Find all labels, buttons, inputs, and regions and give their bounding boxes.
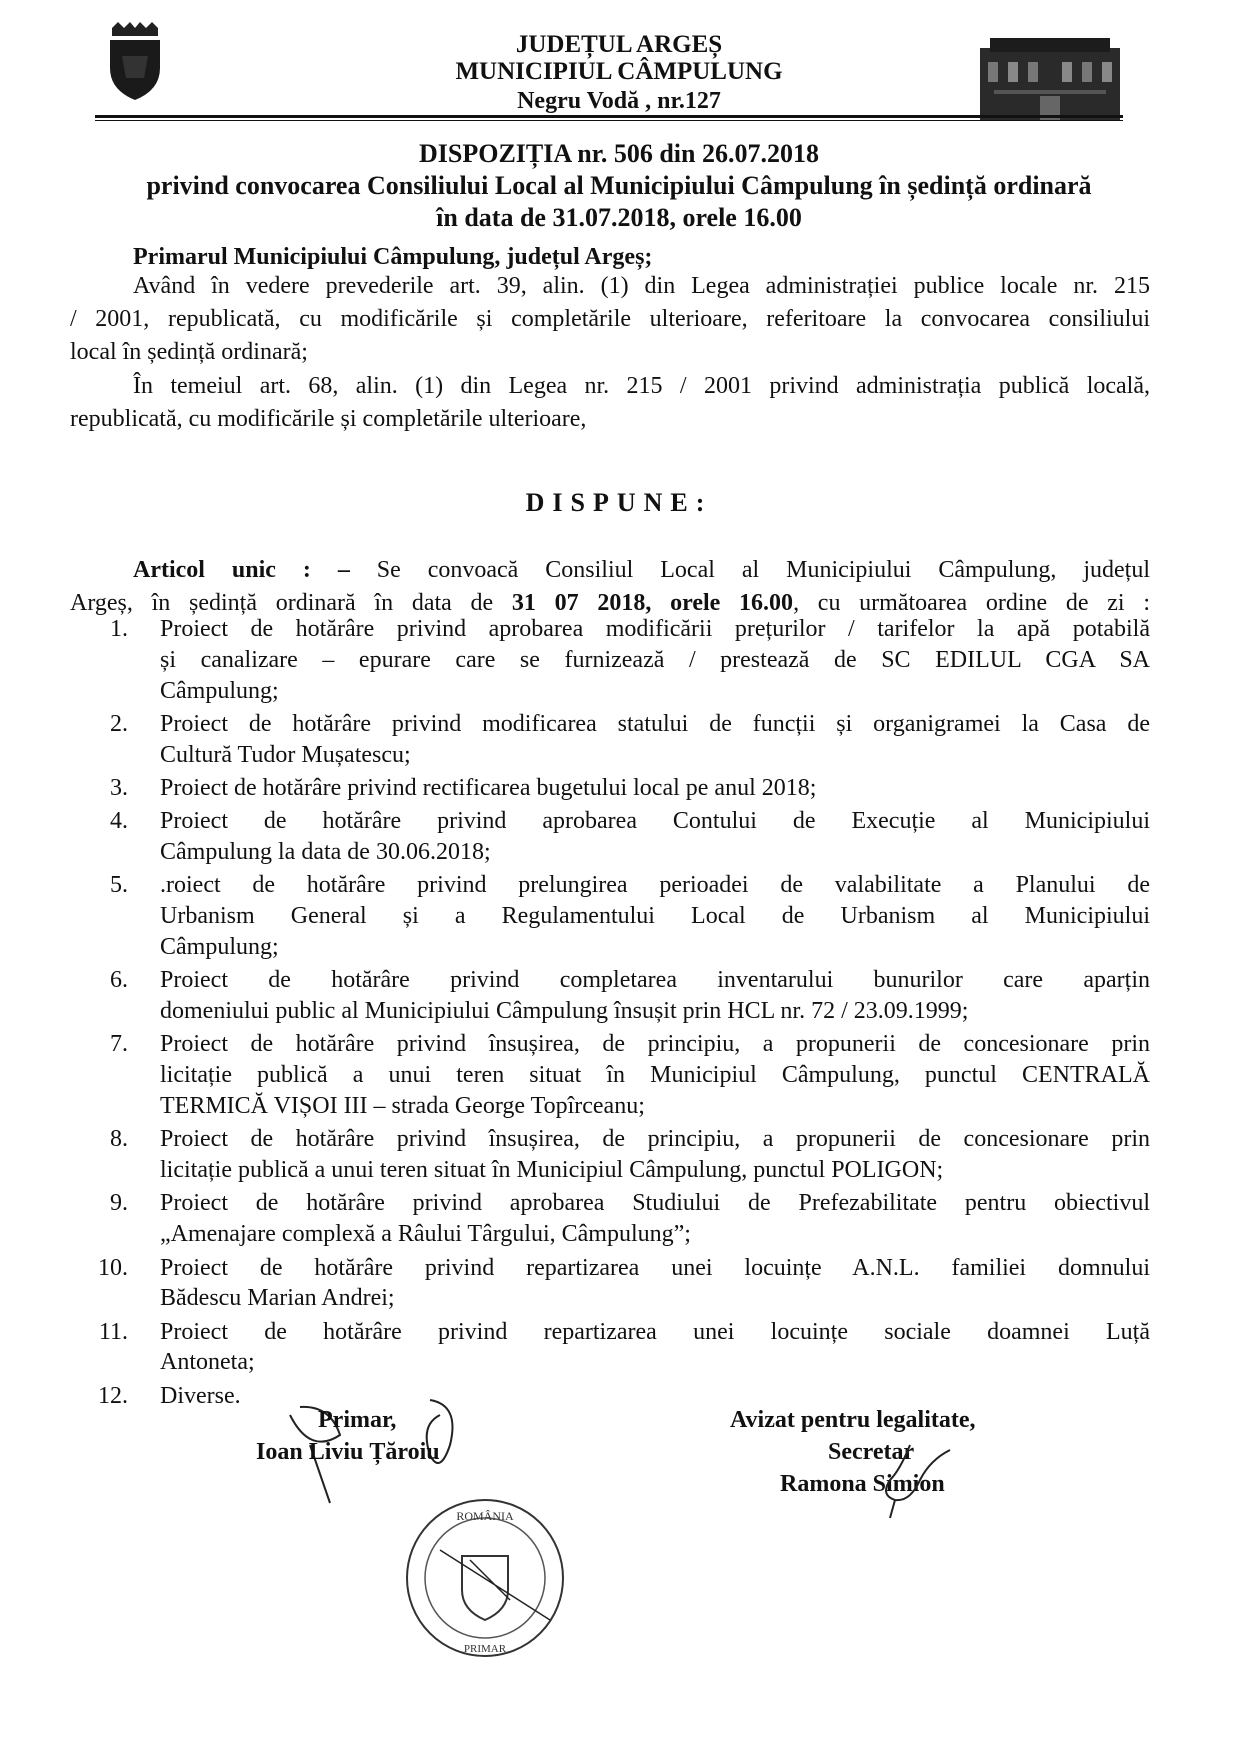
- decision-date-line: în data de 31.07.2018, orele 16.00: [436, 203, 802, 232]
- agenda-item-line: licitație publică a unui teren situat în Municipiul Câmpulung, punctul POLIGON;: [160, 1157, 944, 1184]
- agenda-item-line: Câmpulung la data de 30.06.2018;: [160, 839, 491, 866]
- agenda-item-number: 1.: [110, 616, 128, 642]
- preamble-2-line-2: republicată, cu modificările și completările ulterioare,: [70, 406, 587, 432]
- legal-approval-title: Avizat pentru legalitate,: [730, 1407, 976, 1433]
- agenda-item-line: Proiect de hotărâre privind rectificarea bugetului local pe anul 2018;: [160, 775, 817, 801]
- agenda-item: [160, 773, 1150, 804]
- municipality-title: MUNICIPIUL CÂMPULUNG: [455, 58, 783, 85]
- agenda-item-number: 12.: [98, 1382, 128, 1409]
- decision-subject: privind convocarea Consiliului Local al Municipiului Câmpulung în ședință ordinară: [146, 171, 1092, 200]
- agenda-item: [160, 870, 1150, 962]
- header-divider: [95, 115, 1123, 118]
- agenda-item-line: Antoneta;: [160, 1349, 255, 1376]
- agenda-item: [160, 1188, 1150, 1250]
- issuer-line: Primarul Municipiului Câmpulung, județul Argeș;: [133, 244, 653, 270]
- agenda-item-line: Câmpulung;: [160, 677, 279, 704]
- preamble-2-line-1: În temeiul art. 68, alin. (1) din Legea nr. 215 / 2001 privind administrația publică locală,: [133, 373, 1150, 399]
- agenda-item: [160, 614, 1150, 706]
- agenda-item-number: 2.: [110, 710, 128, 737]
- agenda-item-line: Proiect de hotărâre privind repartizarea unei locuințe A.N.L. familiei domnului: [160, 1254, 1150, 1281]
- secretary-title: Secretar: [828, 1439, 915, 1465]
- agenda-item: [160, 806, 1150, 868]
- agenda-item-line: Proiect de hotărâre privind repartizarea unei locuințe sociale doamnei Luță: [160, 1318, 1150, 1345]
- preamble-1-line-1: Având în vedere prevederile art. 39, alin. (1) din Legea administrației publice locale nr. 215: [133, 273, 1150, 299]
- secretary-signature-scribble-icon: [840, 1440, 960, 1520]
- article-line-2-end: , cu următoarea ordine de zi :: [793, 590, 1150, 616]
- agenda-item-line: Urbanism General și a Regulamentului Local de Urbanism al Municipiului: [160, 903, 1150, 930]
- article-label: Articol unic : –: [133, 557, 350, 583]
- decision-title: DISPOZIȚIA nr. 506 din 26.07.2018: [419, 139, 819, 168]
- agenda-item-line: .roiect de hotărâre privind prelungirea perioadei de valabilitate a Planului de: [160, 872, 1150, 899]
- agenda-item-line: Proiect de hotărâre privind aprobarea Studiului de Prefezabilitate pentru obiectivul: [160, 1190, 1150, 1217]
- seal-bottom-text: PRIMAR: [463, 1643, 507, 1655]
- article-line-1-text: Se convoacă Consiliul Local al Municipiului Câmpulung, județul: [349, 557, 1150, 583]
- agenda-item-line: Câmpulung;: [160, 933, 279, 960]
- agenda-item-number: 11.: [98, 1318, 128, 1345]
- agenda-item-number: 5.: [110, 872, 128, 899]
- article-paragraph: [70, 554, 1150, 620]
- agenda-item-number: 10.: [98, 1254, 128, 1281]
- article-line-2-start: Argeș, în ședință ordinară în data de: [70, 590, 512, 616]
- preamble-paragraph-2: [70, 370, 1150, 436]
- agenda-item: [160, 1029, 1150, 1121]
- agenda-item-line: TERMICĂ VIȘOI III – strada George Topîrceanu;: [160, 1092, 645, 1119]
- agenda-item-line: licitație publică a unui teren situat în Municipiul Câmpulung, punctul CENTRALĂ: [160, 1062, 1150, 1089]
- secretary-name: Ramona Simion: [780, 1471, 945, 1497]
- agenda-item-line: domeniului public al Municipiului Câmpulung însușit prin HCL nr. 72 / 23.09.1999;: [160, 998, 969, 1025]
- agenda-item-number: 6.: [110, 967, 128, 994]
- agenda-item-line: Proiect de hotărâre privind însușirea, de principiu, a propunerii de concesionare prin: [160, 1126, 1150, 1153]
- address-line: Negru Vodă , nr.127: [517, 88, 721, 114]
- mayor-name: Ioan Liviu Țăroiu: [256, 1439, 440, 1465]
- seal-top-text: ROMÂNIA: [456, 1509, 514, 1523]
- article-line-1: [70, 554, 1150, 587]
- agenda-item-line: „Amenajare complexă a Râului Târgului, Câmpulung”;: [160, 1221, 691, 1248]
- agenda-item-line: Proiect de hotărâre privind însușirea, de principiu, a propunerii de concesionare prin: [160, 1031, 1150, 1058]
- agenda-item-number: 8.: [110, 1126, 128, 1153]
- county-title: JUDEȚUL ARGEȘ: [515, 31, 723, 58]
- agenda-item: [160, 709, 1150, 771]
- agenda-item-number: 7.: [110, 1031, 128, 1058]
- agenda-item-line: Diverse.: [160, 1382, 241, 1409]
- agenda-item-line: Proiect de hotărâre privind aprobarea Contului de Execuție al Municipiului: [160, 808, 1150, 835]
- preamble-1-line-2: / 2001, republicată, cu modificările și completările ulterioare, referitoare la convocarea consiliului: [70, 306, 1150, 332]
- agenda-item-line: Proiect de hotărâre privind aprobarea modificării prețurilor / tarifelor la apă potabilă: [160, 616, 1150, 642]
- official-seal-icon: [400, 1490, 570, 1670]
- agenda-item: [160, 965, 1150, 1027]
- preamble-1-line-3: local în ședință ordinară;: [70, 339, 308, 365]
- agenda-item-number: 3.: [110, 775, 128, 801]
- agenda-item: [160, 1317, 1150, 1379]
- agenda-item-line: și canalizare – epurare care se furnizează / prestează de SC EDILUL CGA SA: [160, 646, 1150, 673]
- agenda-item-number: 4.: [110, 808, 128, 835]
- agenda-item-line: Cultură Tudor Mușatescu;: [160, 741, 411, 768]
- agenda-item: [160, 1253, 1150, 1315]
- preamble-paragraph-1: [70, 270, 1150, 369]
- header-divider-thin: [95, 120, 1123, 121]
- mayor-title: Primar,: [318, 1407, 397, 1433]
- article-date-bold: 31 07 2018, orele 16.00: [511, 590, 794, 616]
- agenda-item: [160, 1124, 1150, 1186]
- agenda-item-line: Bădescu Marian Andrei;: [160, 1285, 395, 1312]
- agenda-item-number: 9.: [110, 1190, 128, 1217]
- dispune-heading: DISPUNE:: [525, 488, 713, 517]
- agenda-item-line: Proiect de hotărâre privind modificarea statului de funcții și organigramei la Casa de: [160, 710, 1150, 737]
- agenda-item-line: Proiect de hotărâre privind completarea inventarului bunurilor care aparțin: [160, 967, 1150, 994]
